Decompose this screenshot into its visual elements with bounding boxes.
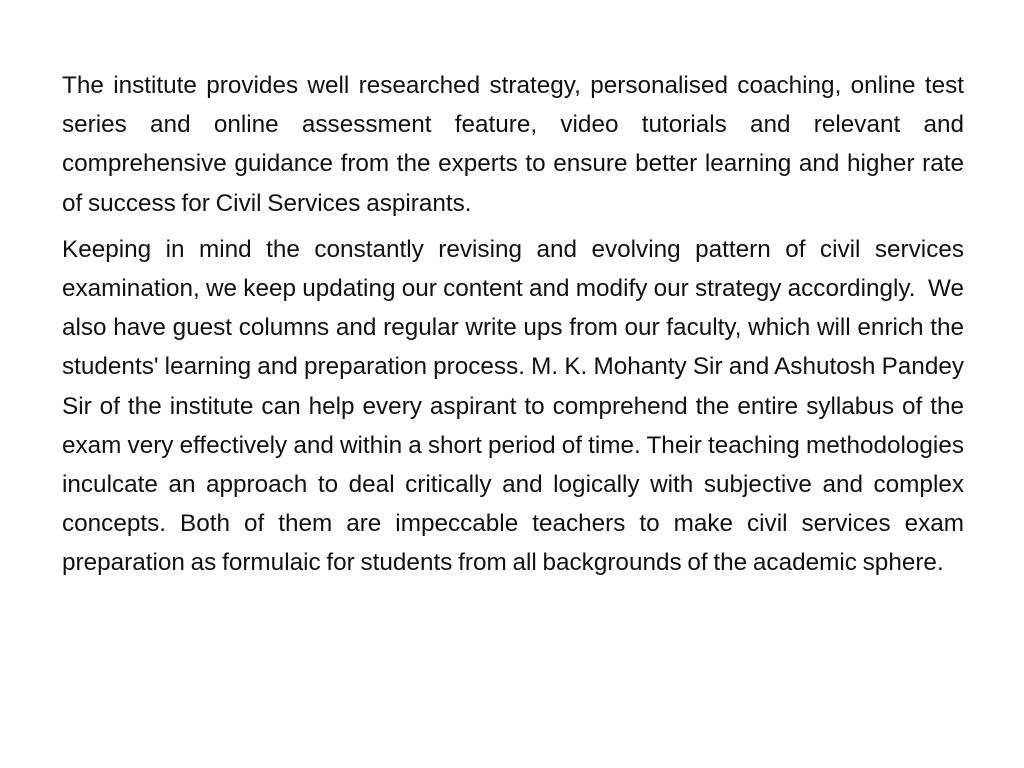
paragraph-faculty-and-approach: Keeping in mind the constantly revising and evolving pattern of civil services examination, we keep updating our content and modify our strategy accordingly. We also have guest columns and regular write ups from our faculty, which will enrich the students' learning and preparation process. M. K. Mohanty Sir and Ashutosh Pandey Sir of the institute can help every aspirant to comprehend the entire syllabus of the exam very effectively and within a short period of time. Their teaching methodologies inculcate an approach to deal critically and logically with subjective and complex concepts. Both of them are impeccable teachers to make civil services exam preparation as formulaic for students from all backgrounds of the academic sphere.: [62, 235, 970, 577]
slide-body: [62, 66, 970, 590]
paragraph-institute-overview: The institute provides well researched strategy, personalised coaching, online test series and online assessment feature, video tutorials and relevant and comprehensive guidance from the experts to ensure better learning and higher rate of success for Civil Services aspirants.: [62, 72, 970, 217]
